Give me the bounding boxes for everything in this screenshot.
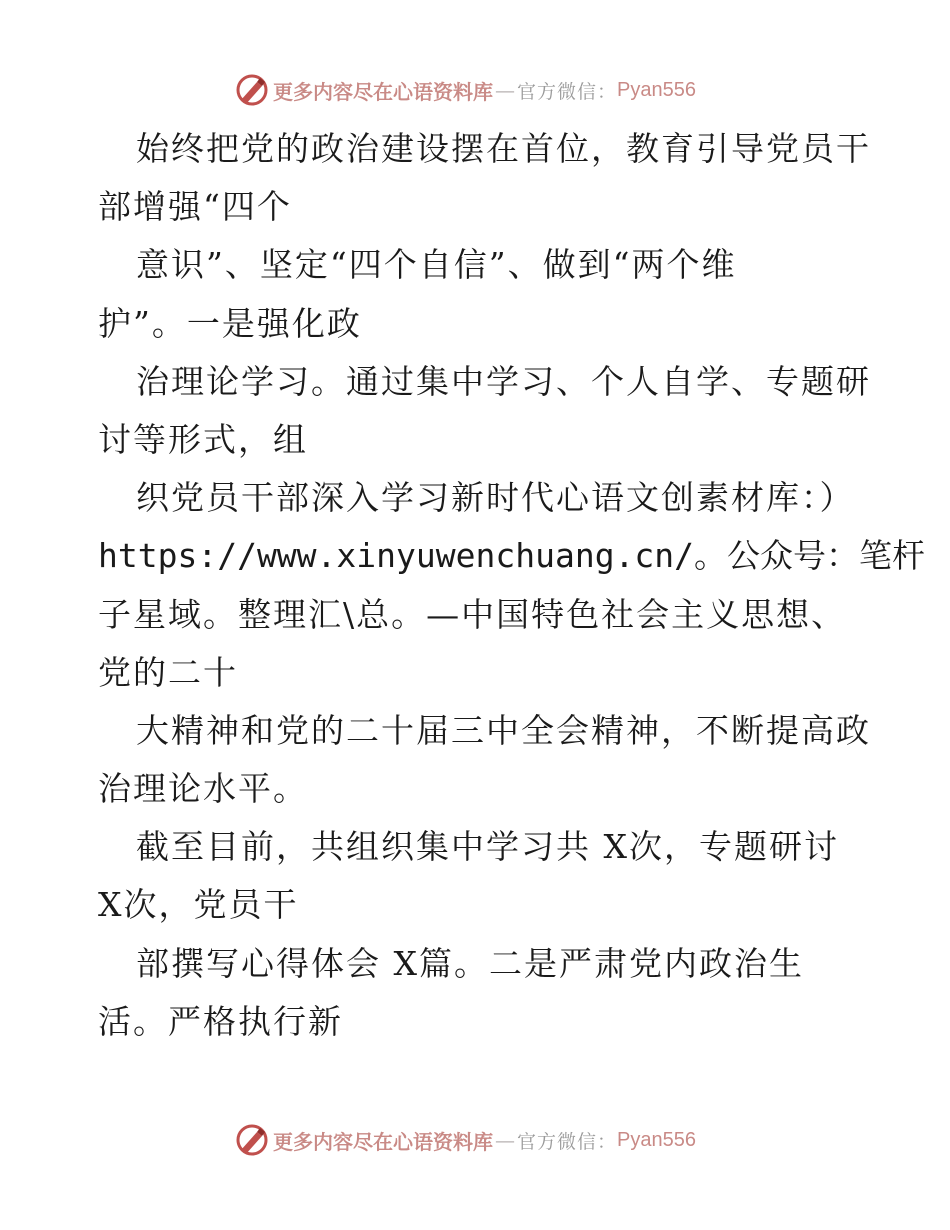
body-line: 治理论水平。 bbox=[98, 769, 308, 809]
pen-logo-icon bbox=[235, 1123, 269, 1157]
body-line: 活。严格执行新 bbox=[98, 1001, 343, 1041]
body-line: 大精神和党的二十届三中全会精神，不断提高政 bbox=[136, 710, 871, 750]
footer-banner-separator: — bbox=[495, 1128, 515, 1152]
body-line: 子星域。整理汇\总。—中国特色社会主义思想、 bbox=[98, 594, 847, 634]
body-line: 始终把党的政治建设摆在首位，教育引导党员干 bbox=[136, 129, 871, 168]
body-line-url: https://www.xinyuwenchuang.cn/。公众号：笔杆 bbox=[98, 536, 926, 576]
body-line: 部撰写心得体会 X篇。二是严肃党内政治生 bbox=[136, 943, 804, 983]
header-banner-title: 更多内容尽在心语资料库 bbox=[273, 79, 493, 104]
header-banner bbox=[235, 70, 696, 110]
header-banner-separator: — bbox=[495, 78, 515, 102]
footer-banner bbox=[235, 1120, 696, 1160]
body-line: 讨等形式，组 bbox=[98, 419, 308, 459]
header-banner-wechat-id: Pyan556 bbox=[617, 78, 696, 101]
footer-banner-title: 更多内容尽在心语资料库 bbox=[273, 1129, 493, 1154]
body-line: 截至目前，共组织集中学习共 X次，专题研讨 bbox=[136, 827, 839, 867]
body-line: 护”。一是强化政 bbox=[98, 303, 362, 343]
body-line: X次，党员干 bbox=[98, 885, 299, 925]
body-line: 党的二十 bbox=[98, 652, 238, 692]
body-line: 意识”、坚定“四个自信”、做到“两个维 bbox=[136, 245, 737, 285]
footer-banner-wechat-id: Pyan556 bbox=[617, 1128, 696, 1151]
body-line: 治理论学习。通过集中学习、个人自学、专题研 bbox=[136, 361, 871, 401]
body-line: 织党员干部深入学习新时代心语文创素材库：） bbox=[136, 478, 855, 518]
footer-banner-wechat-label: 官方微信： bbox=[517, 1130, 618, 1153]
body-line: 部增强“四个 bbox=[98, 187, 292, 227]
pen-logo-icon bbox=[235, 73, 269, 107]
header-banner-wechat-label: 官方微信： bbox=[517, 80, 618, 103]
document-body bbox=[98, 120, 926, 1051]
